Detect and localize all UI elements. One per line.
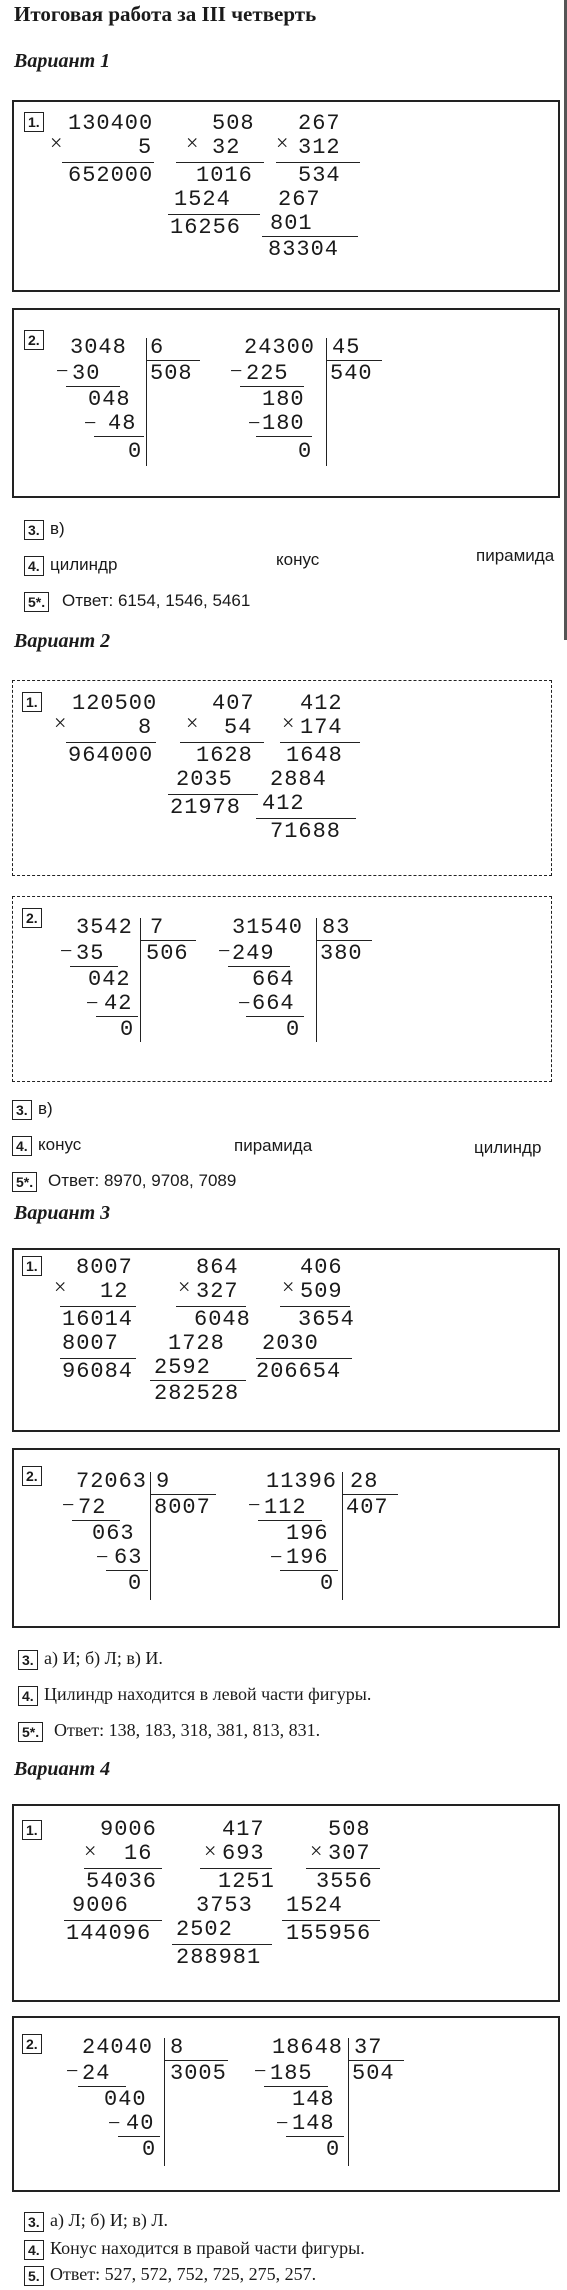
times-sign: × <box>50 130 63 155</box>
times-sign: × <box>310 1838 323 1863</box>
v4-d1-s2: 40 <box>126 2111 155 2136</box>
v3-m3-p1: 3654 <box>298 1307 355 1332</box>
v2-d2-s2: 664 <box>252 991 295 1016</box>
minus-sign: − <box>254 2058 267 2083</box>
v2-m2-p1: 1628 <box>196 743 253 768</box>
v1-d1-divisor: 6 <box>150 335 165 360</box>
variant-2-task-2-label: 2. <box>22 908 42 928</box>
variant-2-task-3-answer: в) <box>38 1099 53 1118</box>
v4-m1-b: 16 <box>124 1841 153 1866</box>
variant-2-task-5-label: 5*. <box>12 1172 37 1192</box>
variant-1-task-4-label: 4. <box>24 556 44 576</box>
v4-m3-result: 155956 <box>286 1921 372 1946</box>
variant-2-task-4-label: 4. <box>12 1136 32 1156</box>
v3-d1-rem: 0 <box>128 1571 143 1596</box>
v4-m2-p2: 3753 <box>196 1893 253 1918</box>
minus-sign: − <box>96 1544 109 1569</box>
variant-2-task-5-answer: Ответ: 8970, 9708, 7089 <box>48 1171 237 1190</box>
variant-2-task-4-word-3: цилиндр <box>474 1138 542 1157</box>
v1-d2-s2: 180 <box>262 411 305 436</box>
v4-d1-s1: 24 <box>82 2061 111 2086</box>
v3-d1-divisor: 9 <box>156 1469 171 1494</box>
v4-d2-s2: 148 <box>292 2111 335 2136</box>
v4-m2-b: 693 <box>222 1841 265 1866</box>
times-sign: × <box>276 130 289 155</box>
v1-d2-s1: 225 <box>246 361 289 386</box>
v2-d1-r1: 042 <box>88 967 131 992</box>
v4-d1-quotient: 3005 <box>170 2061 227 2086</box>
minus-sign: − <box>108 2110 121 2135</box>
minus-sign: − <box>276 2110 289 2135</box>
v2-m2-a: 407 <box>212 691 255 716</box>
v3-d1-quotient: 8007 <box>154 1495 211 1520</box>
v4-d2-quotient: 504 <box>352 2061 395 2086</box>
variant-1-heading: Вариант 1 <box>14 50 111 72</box>
v2-d2-divisor: 83 <box>322 915 351 940</box>
page-title: Итоговая работа за III четверть <box>14 2 317 26</box>
v1-d2-dividend: 24300 <box>244 335 316 360</box>
variant-4-task-4-label: 4. <box>24 2240 44 2260</box>
v3-m2-p2: 1728 <box>168 1331 225 1356</box>
variant-2-task-4-word-2: пирамида <box>234 1136 313 1155</box>
v3-m1-result: 96084 <box>62 1359 134 1384</box>
variant-4-task-2-label: 2. <box>22 2034 42 2054</box>
variant-3-task-2-label: 2. <box>22 1466 42 1486</box>
v4-d2-dividend: 18648 <box>272 2035 344 2060</box>
v4-m3-b: 307 <box>328 1841 371 1866</box>
minus-sign: − <box>62 1492 75 1517</box>
v2-m3-p3: 412 <box>262 791 305 816</box>
v2-d2-rem: 0 <box>286 1017 301 1042</box>
v3-m3-result: 206654 <box>256 1359 342 1384</box>
times-sign: × <box>186 710 199 735</box>
variant-1-task-3-label: 3. <box>24 520 44 540</box>
v1-d2-divisor: 45 <box>332 335 361 360</box>
v3-m2-p1: 6048 <box>194 1307 251 1332</box>
variant-1-task-5-answer: Ответ: 6154, 1546, 5461 <box>62 591 251 610</box>
v4-m3-p1: 3556 <box>316 1869 373 1894</box>
v2-d2-dividend: 31540 <box>232 915 304 940</box>
variant-2-task-1-label: 1. <box>22 692 42 712</box>
v3-d1-r1: 063 <box>92 1521 135 1546</box>
v3-m3-b: 509 <box>300 1279 343 1304</box>
v1-d2-r1: 180 <box>262 387 305 412</box>
variant-4-task-3-answer: а) Л; б) И; в) Л. <box>50 2210 169 2230</box>
v3-d2-rem: 0 <box>320 1571 335 1596</box>
v2-d1-rem: 0 <box>120 1017 135 1042</box>
v4-d2-r1: 148 <box>292 2087 335 2112</box>
minus-sign: − <box>230 358 243 383</box>
variant-1-task-4-word-3: пирамида <box>476 546 555 565</box>
v1-d1-r1: 048 <box>88 387 131 412</box>
v3-d2-s2: 196 <box>286 1545 329 1570</box>
times-sign: × <box>186 130 199 155</box>
v4-d2-rem: 0 <box>326 2137 341 2162</box>
v2-d1-s1: 35 <box>76 941 105 966</box>
variant-2-heading: Вариант 2 <box>14 630 111 652</box>
v4-m2-result: 288981 <box>176 1945 262 1970</box>
variant-3-task-5-answer: Ответ: 138, 183, 318, 381, 813, 831. <box>54 1720 321 1740</box>
v3-d2-quotient: 407 <box>346 1495 389 1520</box>
v3-m1-a: 8007 <box>76 1255 133 1280</box>
times-sign: × <box>204 1838 217 1863</box>
times-sign: × <box>282 1274 295 1299</box>
minus-sign: − <box>60 938 73 963</box>
v2-d1-s2: 42 <box>104 991 133 1016</box>
v1-m2-p1: 1016 <box>196 163 253 188</box>
v3-d2-r1: 196 <box>286 1521 329 1546</box>
v4-m2-p3: 2502 <box>176 1917 233 1942</box>
v4-m1-result: 144096 <box>66 1921 152 1946</box>
v1-m3-a: 267 <box>298 111 341 136</box>
variant-4-task-5-label: 5. <box>24 2266 44 2286</box>
variant-1-task-5-label: 5*. <box>24 592 49 612</box>
v4-m2-a: 417 <box>222 1817 265 1842</box>
v4-d2-divisor: 37 <box>354 2035 383 2060</box>
v1-d2-quotient: 540 <box>330 361 373 386</box>
v3-d2-divisor: 28 <box>350 1469 379 1494</box>
times-sign: × <box>54 710 67 735</box>
v1-m1-a: 130400 <box>68 111 154 136</box>
v3-m2-b: 327 <box>196 1279 239 1304</box>
variant-1-task-4-word-1: цилиндр <box>50 555 118 574</box>
v4-d1-divisor: 8 <box>170 2035 185 2060</box>
v3-d1-s1: 72 <box>78 1495 107 1520</box>
variant-3-task-3-answer: а) И; б) Л; в) И. <box>44 1648 163 1668</box>
variant-4-task-3-label: 3. <box>24 2212 44 2232</box>
v1-m2-b: 32 <box>212 135 241 160</box>
minus-sign: − <box>86 990 99 1015</box>
v3-m1-b: 12 <box>100 1279 129 1304</box>
minus-sign: − <box>238 990 251 1015</box>
v3-m3-p2: 2030 <box>262 1331 319 1356</box>
v2-m1-b: 8 <box>138 715 153 740</box>
variant-4-task-1-label: 1. <box>22 1820 42 1840</box>
minus-sign: − <box>66 2058 79 2083</box>
v4-m1-p2: 9006 <box>72 1893 129 1918</box>
variant-2-task-3-label: 3. <box>12 1100 32 1120</box>
minus-sign: − <box>248 1492 261 1517</box>
v1-d2-rem: 0 <box>298 439 313 464</box>
v3-m1-p2: 8007 <box>62 1331 119 1356</box>
v1-m3-p3: 801 <box>270 211 313 236</box>
v1-m3-b: 312 <box>298 135 341 160</box>
v2-m3-p1: 1648 <box>286 743 343 768</box>
minus-sign: − <box>270 1544 283 1569</box>
v4-d2-s1: 185 <box>270 2061 313 2086</box>
minus-sign: − <box>248 410 261 435</box>
variant-3-heading: Вариант 3 <box>14 1202 111 1224</box>
v2-d1-divisor: 7 <box>150 915 165 940</box>
times-sign: × <box>178 1274 191 1299</box>
v1-m3-result: 83304 <box>268 237 340 262</box>
v3-m2-a: 864 <box>196 1255 239 1280</box>
v3-d1-s2: 63 <box>114 1545 143 1570</box>
v2-m3-p2: 2884 <box>270 767 327 792</box>
times-sign: × <box>84 1838 97 1863</box>
v4-m3-a: 508 <box>328 1817 371 1842</box>
variant-3-task-4-answer: Цилиндр находится в левой части фигуры. <box>44 1684 372 1704</box>
v4-d1-r1: 040 <box>104 2087 147 2112</box>
v3-d2-dividend: 11396 <box>266 1469 338 1494</box>
variant-4-task-4-answer: Конус находится в правой части фигуры. <box>50 2238 365 2258</box>
v3-m2-p3: 2592 <box>154 1355 211 1380</box>
variant-3-task-5-label: 5*. <box>18 1722 43 1742</box>
v4-d1-rem: 0 <box>142 2137 157 2162</box>
variant-1-task-3-answer: в) <box>50 519 65 538</box>
v1-d1-rem: 0 <box>128 439 143 464</box>
v1-m2-a: 508 <box>212 111 255 136</box>
v2-m1-a: 120500 <box>72 691 158 716</box>
v1-m3-p1: 534 <box>298 163 341 188</box>
v3-m3-a: 406 <box>300 1255 343 1280</box>
times-sign: × <box>282 710 295 735</box>
variant-4-task-5-answer: Ответ: 527, 572, 752, 725, 275, 257. <box>50 2264 317 2284</box>
v4-d1-dividend: 24040 <box>82 2035 154 2060</box>
v1-d1-s1: 30 <box>72 361 101 386</box>
variant-3-task-3-label: 3. <box>18 1650 38 1670</box>
v3-d1-dividend: 72063 <box>76 1469 148 1494</box>
v1-m2-result: 16256 <box>170 215 242 240</box>
variant-4-heading: Вариант 4 <box>14 1758 111 1780</box>
v4-m2-p1: 1251 <box>218 1869 275 1894</box>
v4-m1-p1: 54036 <box>86 1869 158 1894</box>
v2-d1-dividend: 3542 <box>76 915 133 940</box>
v2-d2-quotient: 380 <box>320 941 363 966</box>
variant-3-task-4-label: 4. <box>18 1686 38 1706</box>
v2-m2-b: 54 <box>224 715 253 740</box>
v2-m3-a: 412 <box>300 691 343 716</box>
v1-d1-s2: 48 <box>108 411 137 436</box>
v3-d2-s1: 112 <box>264 1495 307 1520</box>
minus-sign: − <box>218 938 231 963</box>
v2-d2-s1: 249 <box>232 941 275 966</box>
v1-d1-dividend: 3048 <box>70 335 127 360</box>
v1-m1-b: 5 <box>138 135 153 160</box>
v2-m2-p2: 2035 <box>176 767 233 792</box>
variant-3-task-1-label: 1. <box>22 1256 42 1276</box>
minus-sign: − <box>84 410 97 435</box>
times-sign: × <box>54 1274 67 1299</box>
v3-m2-result: 282528 <box>154 1381 240 1406</box>
v2-m3-result: 71688 <box>270 819 342 844</box>
minus-sign: − <box>56 358 69 383</box>
variant-1-task-2-label: 2. <box>24 330 44 350</box>
variant-1-task-1-label: 1. <box>24 112 44 132</box>
v2-d1-quotient: 506 <box>146 941 189 966</box>
v1-m3-p2: 267 <box>278 187 321 212</box>
v4-m3-p2: 1524 <box>286 1893 343 1918</box>
variant-1-task-4-word-2: конус <box>276 550 320 569</box>
v4-m1-a: 9006 <box>100 1817 157 1842</box>
v1-m2-p2: 1524 <box>174 187 231 212</box>
v2-m3-b: 174 <box>300 715 343 740</box>
v1-m1-result: 652000 <box>68 163 154 188</box>
v1-d1-quotient: 508 <box>150 361 193 386</box>
v2-m2-result: 21978 <box>170 795 242 820</box>
variant-2-task-4-word-1: конус <box>38 1135 82 1154</box>
v2-m1-result: 964000 <box>68 743 154 768</box>
v3-m1-p1: 16014 <box>62 1307 134 1332</box>
v2-d2-r1: 664 <box>252 967 295 992</box>
